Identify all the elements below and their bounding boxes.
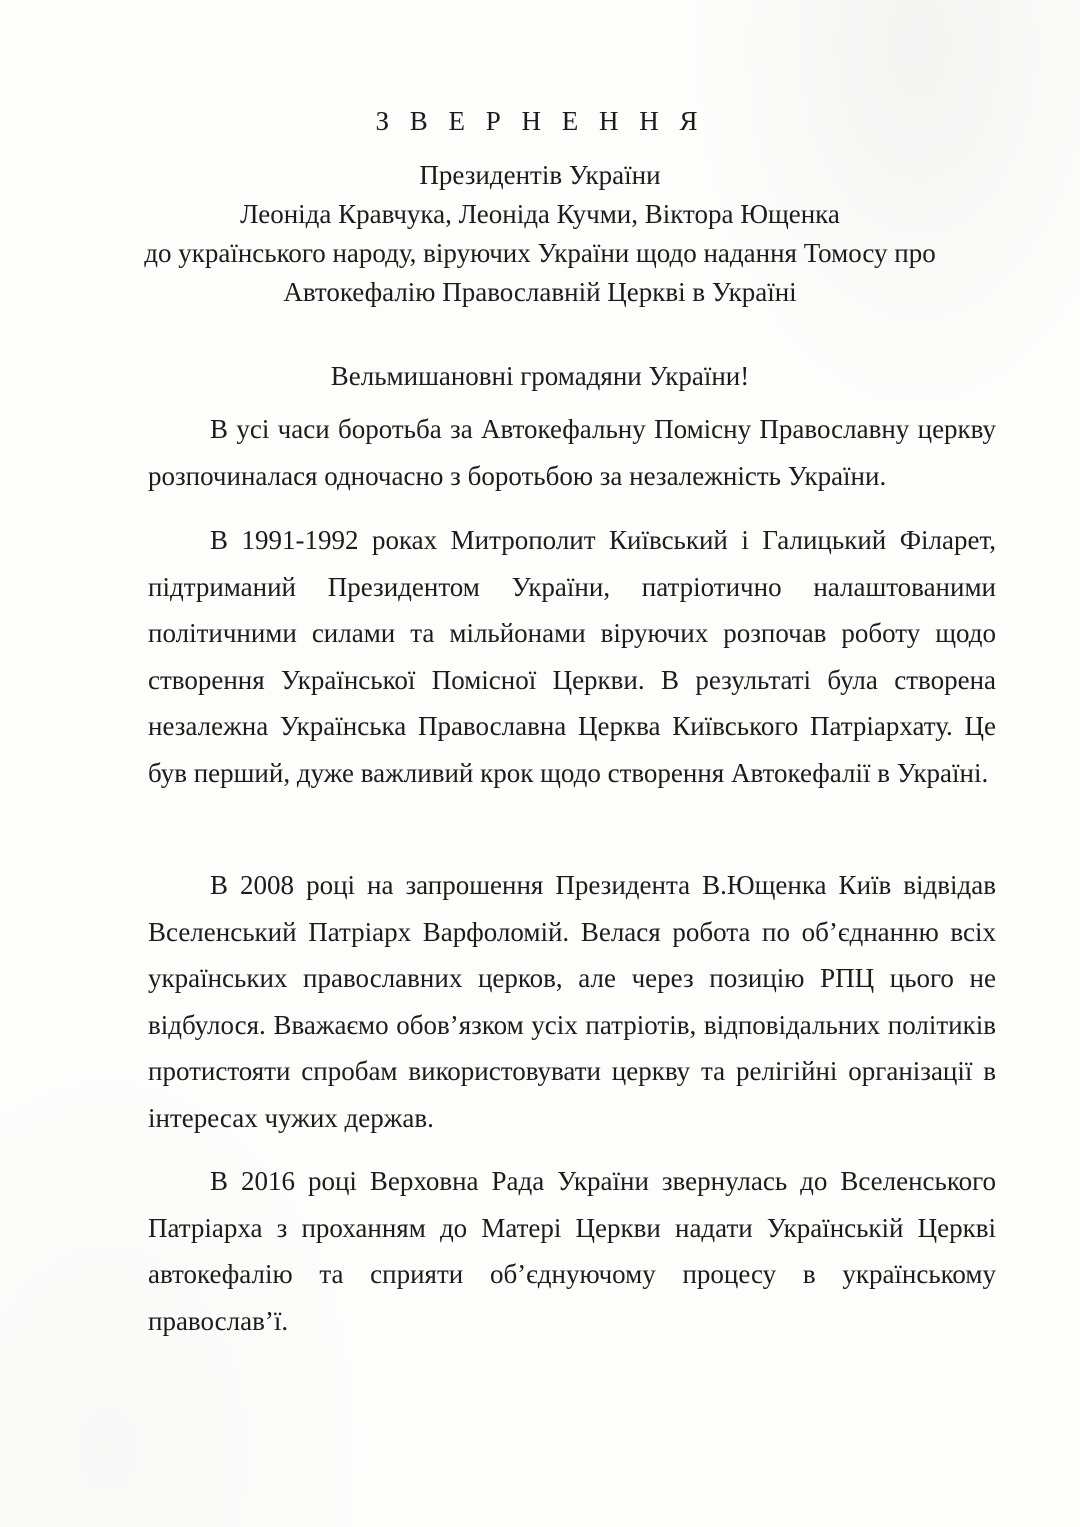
document-heading	[80, 156, 1000, 312]
paragraph-2: В 1991-1992 роках Митрополит Київський і Галицький Філарет, підтриманий Президентом України, патріотично налаштованими політичними силами та мільйонами віруючих розпочав роботу щодо створення Української Помісної Церкви. В результаті була створена незалежна Українська Православна Церква Київського Патріархату. Це був перший, дуже важливий крок щодо створення Автокефалії в Україні.	[148, 525, 996, 788]
heading-line-1: Президентів України	[419, 160, 661, 190]
document-title: З В Е Р Н Е Н Н Я	[375, 106, 705, 136]
heading-line-4: Автокефалію Православній Церкві в Україні	[283, 277, 797, 307]
heading-line-2: Леоніда Кравчука, Леоніда Кучми, Віктора Ющенка	[240, 199, 840, 229]
heading-line-3: до українського народу, віруючих України щодо надання Томосу про	[144, 238, 936, 268]
paragraph-4: В 2016 році Верховна Рада України звернулась до Вселенського Патріарха з проханням до Матері Церкви надати Українській Церкві автокефалію та сприяти об’єднуючому процесу в українському православ’ї.	[148, 1166, 996, 1336]
salutation: Вельмишановні громадяни України!	[330, 361, 750, 391]
paragraph-1: В усі часи боротьба за Автокефальну Помісну Православну церкву розпочиналася одночасно з боротьбою за незалежність України.	[148, 414, 996, 491]
paragraph-3: В 2008 році на запрошення Президента В.Ющенка Київ відвідав Вселенський Патріарх Варфоломій. Велася робота по об’єднанню всіх українських православних церков, але через позицію РПЦ цього не відбулося. Вважаємо обов’язком усіх патріотів, відповідальних політиків протистояти спробам використовувати церкву та релігійні організації в інтересах чужих держав.	[148, 870, 996, 1133]
